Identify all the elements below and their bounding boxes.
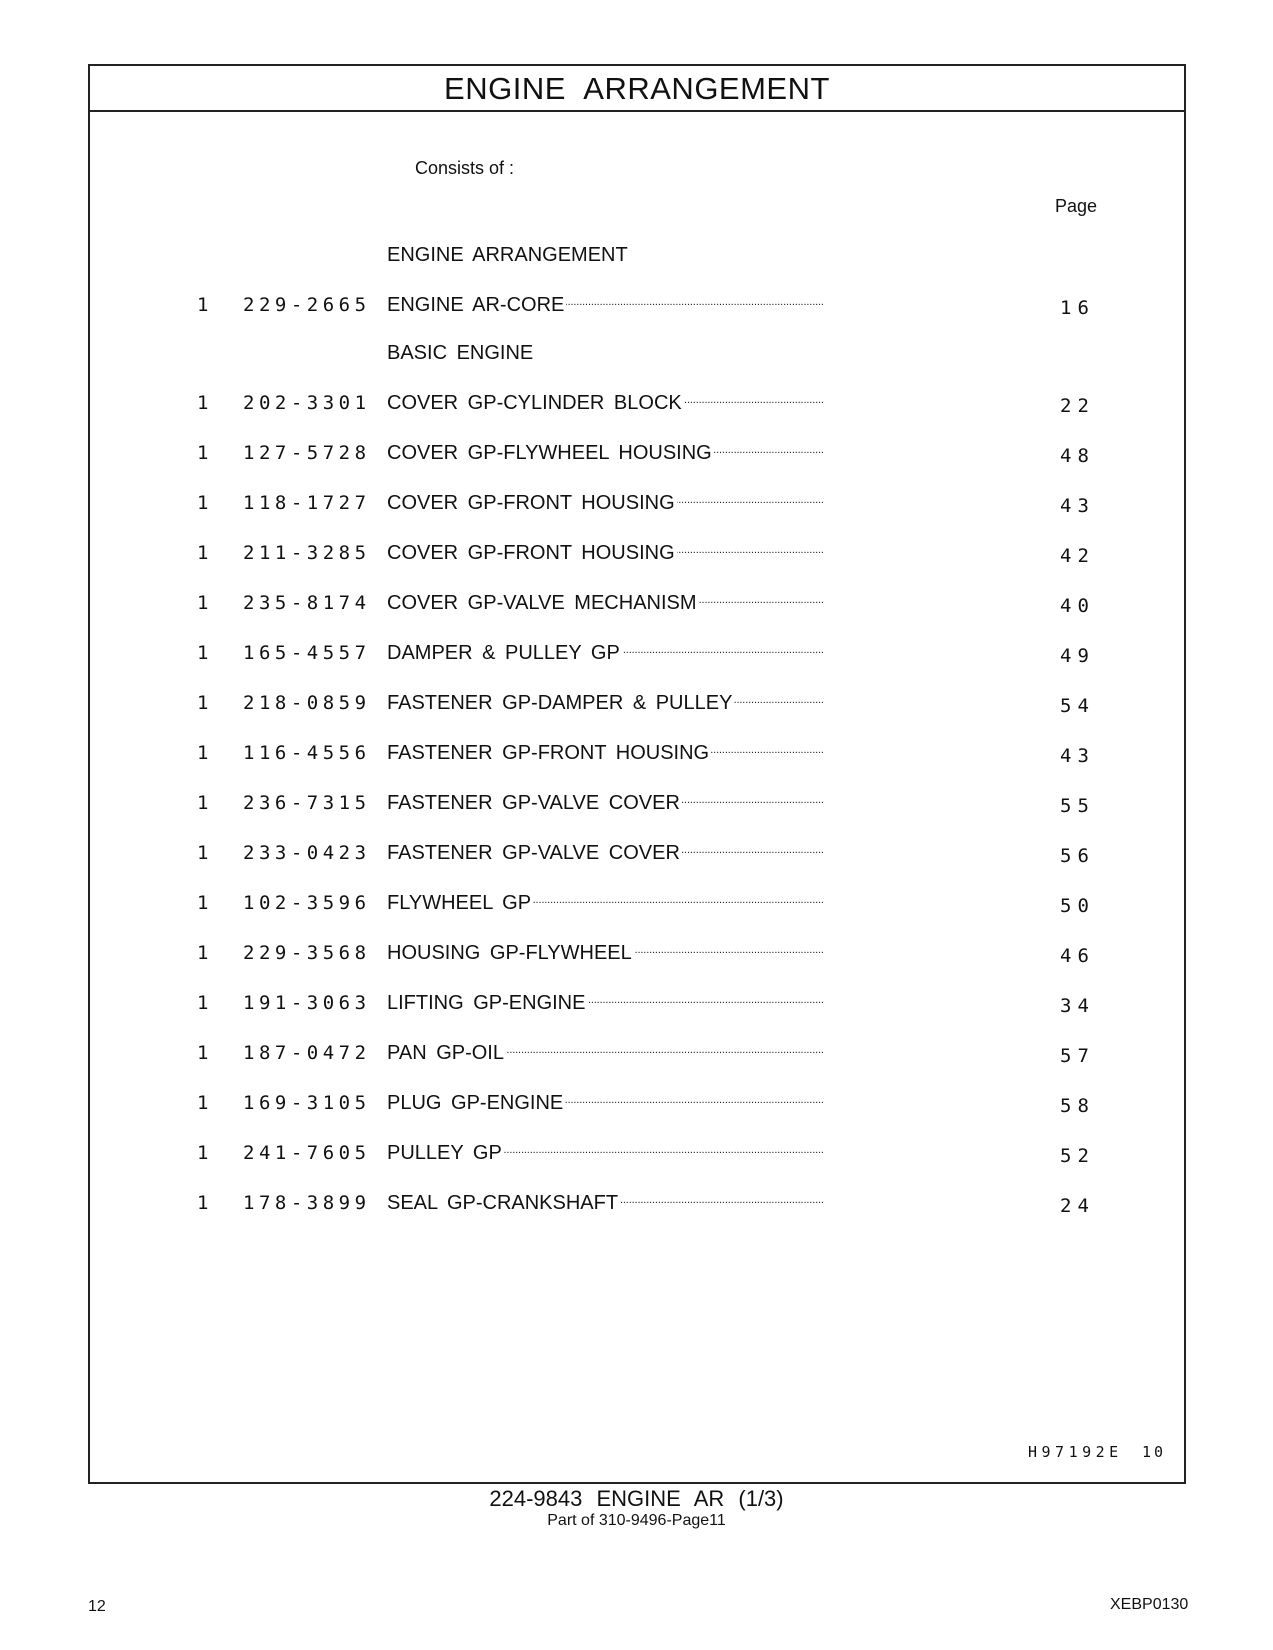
item-description: COVER GP-FLYWHEEL HOUSING . . .	[387, 442, 977, 470]
list-item	[90, 1042, 1184, 1070]
list-item	[90, 842, 1184, 870]
item-qty: 1	[197, 892, 209, 914]
item-part-number: 102-3596	[243, 892, 371, 914]
item-part-number: 229-3568	[243, 942, 371, 964]
item-part-number: 191-3063	[243, 992, 371, 1014]
item-description: DAMPER & PULLEY GP . . .	[387, 642, 977, 670]
list-item	[90, 1092, 1184, 1120]
item-qty: 1	[197, 842, 209, 864]
item-page: 49	[1060, 645, 1095, 667]
item-description: ENGINE AR-CORE . . .	[387, 294, 977, 322]
item-page: 46	[1060, 945, 1095, 967]
item-part-number: 241-7605	[243, 1142, 371, 1164]
item-description: COVER GP-CYLINDER BLOCK . . .	[387, 392, 977, 420]
illustration-ref-code: H97192E	[1028, 1443, 1123, 1461]
item-qty: 1	[197, 492, 209, 514]
list-item	[90, 1142, 1184, 1170]
item-qty: 1	[197, 1142, 209, 1164]
list-item	[90, 892, 1184, 920]
list-item	[90, 1192, 1184, 1220]
item-part-number: 165-4557	[243, 642, 371, 664]
item-qty: 1	[197, 692, 209, 714]
item-qty: 1	[197, 992, 209, 1014]
item-part-number: 169-3105	[243, 1092, 371, 1114]
item-part-number: 118-1727	[243, 492, 371, 514]
list-item	[90, 492, 1184, 520]
item-part-number: 235-8174	[243, 592, 371, 614]
item-page: 16	[1060, 297, 1095, 319]
item-page: 43	[1060, 745, 1095, 767]
item-page: 48	[1060, 445, 1095, 467]
page-number: 12	[88, 1598, 106, 1615]
item-description: HOUSING GP-FLYWHEEL . . .	[387, 942, 977, 970]
section-heading: ENGINE ARRANGEMENT	[387, 244, 628, 266]
item-page: 58	[1060, 1095, 1095, 1117]
item-part-number: 202-3301	[243, 392, 371, 414]
list-item	[90, 442, 1184, 470]
list-item	[90, 742, 1184, 770]
document-frame	[88, 64, 1186, 1484]
item-page: 57	[1060, 1045, 1095, 1067]
item-part-number: 229-2665	[243, 294, 371, 316]
item-page: 43	[1060, 495, 1095, 517]
item-page: 55	[1060, 795, 1095, 817]
list-item	[90, 542, 1184, 570]
item-description: COVER GP-FRONT HOUSING . . .	[387, 542, 977, 570]
item-qty: 1	[197, 442, 209, 464]
item-description: FASTENER GP-VALVE COVER . . .	[387, 842, 977, 870]
item-qty: 1	[197, 942, 209, 964]
item-qty: 1	[197, 592, 209, 614]
item-page: 40	[1060, 595, 1095, 617]
item-page: 42	[1060, 545, 1095, 567]
item-description: COVER GP-FRONT HOUSING . . .	[387, 492, 977, 520]
item-part-number: 218-0859	[243, 692, 371, 714]
illustration-ref-number: 10	[1142, 1443, 1167, 1461]
list-item	[90, 294, 1184, 322]
item-part-number: 187-0472	[243, 1042, 371, 1064]
item-page: 50	[1060, 895, 1095, 917]
item-description: PAN GP-OIL . . .	[387, 1042, 977, 1070]
item-qty: 1	[197, 1192, 209, 1214]
item-qty: 1	[197, 642, 209, 664]
item-page: 52	[1060, 1145, 1095, 1167]
item-part-number: 116-4556	[243, 742, 371, 764]
list-item	[90, 392, 1184, 420]
list-item	[90, 642, 1184, 670]
item-qty: 1	[197, 542, 209, 564]
item-qty: 1	[197, 1092, 209, 1114]
item-description: FASTENER GP-DAMPER & PULLEY . . .	[387, 692, 977, 720]
item-page: 24	[1060, 1195, 1095, 1217]
item-description: FLYWHEEL GP . . .	[387, 892, 977, 920]
item-description: PULLEY GP . . .	[387, 1142, 977, 1170]
page-column-header: Page	[1055, 196, 1098, 216]
consists-of-label: Consists of :	[415, 158, 515, 178]
list-item	[90, 692, 1184, 720]
item-description: LIFTING GP-ENGINE . . .	[387, 992, 977, 1020]
group-parent-ref: Part of 310-9496-Page11	[547, 1512, 726, 1529]
item-part-number: 178-3899	[243, 1192, 371, 1214]
item-qty: 1	[197, 294, 209, 316]
item-page: 56	[1060, 845, 1095, 867]
group-caption: 224-9843 ENGINE AR (1/3)	[489, 1486, 784, 1511]
page-title: ENGINE ARRANGEMENT	[90, 66, 1184, 112]
item-qty: 1	[197, 742, 209, 764]
item-part-number: 233-0423	[243, 842, 371, 864]
item-description: COVER GP-VALVE MECHANISM . . .	[387, 592, 977, 620]
item-part-number: 236-7315	[243, 792, 371, 814]
list-item	[90, 592, 1184, 620]
list-item	[90, 942, 1184, 970]
item-description: SEAL GP-CRANKSHAFT . . .	[387, 1192, 977, 1220]
item-part-number: 211-3285	[243, 542, 371, 564]
item-page: 22	[1060, 395, 1095, 417]
item-qty: 1	[197, 792, 209, 814]
item-description: PLUG GP-ENGINE . . .	[387, 1092, 977, 1120]
section-heading: BASIC ENGINE	[387, 342, 534, 364]
item-part-number: 127-5728	[243, 442, 371, 464]
item-page: 54	[1060, 695, 1095, 717]
document-id: XEBP0130	[1110, 1596, 1189, 1613]
item-description: FASTENER GP-FRONT HOUSING . . .	[387, 742, 977, 770]
list-item	[90, 792, 1184, 820]
item-qty: 1	[197, 1042, 209, 1064]
item-description: FASTENER GP-VALVE COVER . . .	[387, 792, 977, 820]
item-page: 34	[1060, 995, 1095, 1017]
list-item	[90, 992, 1184, 1020]
item-qty: 1	[197, 392, 209, 414]
